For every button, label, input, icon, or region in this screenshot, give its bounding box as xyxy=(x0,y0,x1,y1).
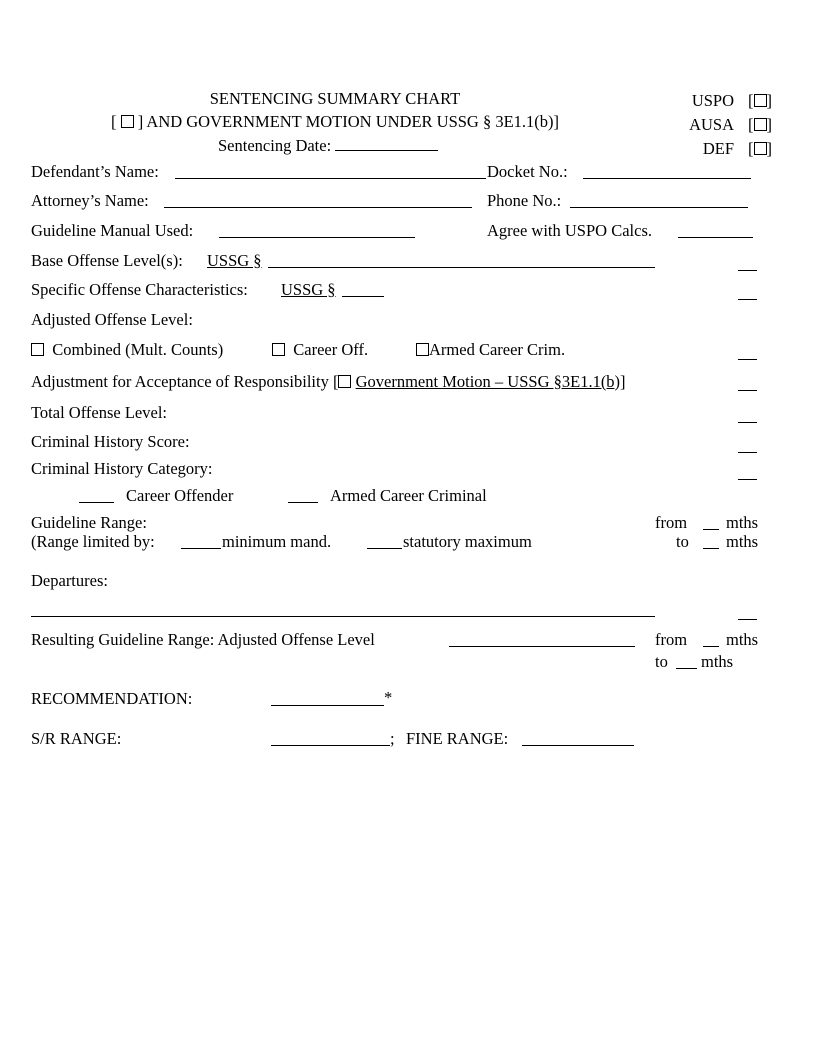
resulting-to-mths: mths xyxy=(701,652,734,671)
phone-no-label: Phone No.: xyxy=(487,191,562,210)
guideline-from-mths: mths xyxy=(726,513,759,532)
base-offense-ussg: USSG § xyxy=(207,251,262,270)
armed-career-criminal-blank[interactable] xyxy=(288,502,318,503)
agree-uspo-field[interactable] xyxy=(678,237,753,238)
sentencing-date-field[interactable] xyxy=(335,135,438,151)
copy-uspo-label: USPO xyxy=(691,91,734,110)
base-offense-field[interactable] xyxy=(268,267,655,268)
specific-offense-ussg: USSG § xyxy=(281,280,336,299)
sentencing-date-row xyxy=(218,135,438,156)
base-offense-label: Base Offense Level(s): xyxy=(31,251,183,270)
career-off-label: Career Off. xyxy=(293,340,369,359)
guideline-range-label: Guideline Range: xyxy=(31,513,147,532)
adjusted-offense-label: Adjusted Offense Level: xyxy=(31,310,193,329)
acceptance-label: Adjustment for Acceptance of Responsibility [ xyxy=(31,372,339,391)
criminal-history-score-blank[interactable] xyxy=(738,452,757,453)
sr-range-label: S/R RANGE: xyxy=(31,729,122,748)
departures-label: Departures: xyxy=(31,571,108,590)
guideline-manual-field[interactable] xyxy=(219,237,415,238)
total-offense-label: Total Offense Level: xyxy=(31,403,167,422)
def-box-icon xyxy=(754,142,767,155)
ausa-box-icon xyxy=(754,118,767,131)
career-offender-blank[interactable] xyxy=(79,502,114,503)
guideline-to-blank[interactable] xyxy=(703,548,719,549)
combined-label: Combined (Mult. Counts) xyxy=(52,340,224,359)
acceptance-motion-label: Government Motion – USSG §3E1.1(b)] xyxy=(355,372,626,391)
copy-uspo-checkbox[interactable]: [ ] xyxy=(748,91,772,110)
specific-offense-level-blank[interactable] xyxy=(738,299,757,300)
statutory-maximum-label: statutory maximum xyxy=(403,532,532,551)
defendant-name-label: Defendant’s Name: xyxy=(31,162,159,181)
resulting-from-label: from xyxy=(655,630,688,649)
criminal-history-score-label: Criminal History Score: xyxy=(31,432,190,451)
docket-no-field[interactable] xyxy=(583,178,751,179)
resulting-to-blank[interactable] xyxy=(676,668,697,669)
motion-subtitle: [ ] AND GOVERNMENT MOTION UNDER USSG § 3E1.1(b)] xyxy=(110,112,560,131)
criminal-history-category-blank[interactable] xyxy=(738,479,757,480)
adjusted-offense-level-blank[interactable] xyxy=(738,359,757,360)
guideline-from-label: from xyxy=(655,513,688,532)
career-off-option xyxy=(272,340,368,360)
career-offender-label: Career Offender xyxy=(126,486,234,505)
guideline-from-blank[interactable] xyxy=(703,529,719,530)
combined-checkbox[interactable] xyxy=(31,343,44,356)
fine-range-field[interactable] xyxy=(522,745,634,746)
copy-def-checkbox[interactable]: [ ] xyxy=(748,139,772,158)
attorney-name-field[interactable] xyxy=(164,207,472,208)
range-limited-label: (Range limited by: xyxy=(31,532,155,551)
minimum-mand-blank[interactable] xyxy=(181,548,221,549)
motion-checkbox[interactable] xyxy=(121,115,134,128)
agree-uspo-label: Agree with USPO Calcs. xyxy=(487,221,652,240)
recommendation-field[interactable] xyxy=(271,705,384,706)
acceptance-level-blank[interactable] xyxy=(738,390,757,391)
resulting-to-label: to xyxy=(655,652,668,671)
sentencing-date-label: Sentencing Date: xyxy=(218,136,332,155)
resulting-range-field[interactable] xyxy=(449,646,635,647)
armed-career-criminal-label: Armed Career Criminal xyxy=(330,486,487,505)
armed-career-option xyxy=(416,340,565,360)
specific-offense-field[interactable] xyxy=(342,296,384,297)
acceptance-checkbox[interactable] xyxy=(338,375,351,388)
copy-ausa-checkbox[interactable]: [ ] xyxy=(748,115,772,134)
copy-ausa-label: AUSA xyxy=(689,115,734,134)
sr-range-semicolon: ; xyxy=(390,729,395,748)
total-offense-level-blank[interactable] xyxy=(738,422,757,423)
minimum-mand-label: minimum mand. xyxy=(222,532,332,551)
docket-no-label: Docket No.: xyxy=(487,162,568,181)
fine-range-label: FINE RANGE: xyxy=(406,729,509,748)
phone-no-field[interactable] xyxy=(570,207,748,208)
armed-career-checkbox[interactable] xyxy=(416,343,429,356)
resulting-from-mths: mths xyxy=(726,630,759,649)
statutory-maximum-blank[interactable] xyxy=(367,548,402,549)
base-offense-level-blank[interactable] xyxy=(738,270,757,271)
guideline-to-mths: mths xyxy=(726,532,759,551)
defendant-name-field[interactable] xyxy=(175,178,486,179)
copy-def-label: DEF xyxy=(702,139,734,158)
sr-range-field[interactable] xyxy=(271,745,390,746)
resulting-from-blank[interactable] xyxy=(703,646,719,647)
page-title: SENTENCING SUMMARY CHART xyxy=(209,89,461,108)
specific-offense-label: Specific Offense Characteristics: xyxy=(31,280,248,299)
resulting-range-label: Resulting Guideline Range: Adjusted Offense Level xyxy=(31,630,375,649)
guideline-manual-label: Guideline Manual Used: xyxy=(31,221,194,240)
recommendation-label: RECOMMENDATION: xyxy=(31,689,193,708)
career-off-checkbox[interactable] xyxy=(272,343,285,356)
departures-level-blank[interactable] xyxy=(738,619,757,620)
guideline-to-label: to xyxy=(676,532,689,551)
uspo-box-icon xyxy=(754,94,767,107)
acceptance-row xyxy=(31,372,626,392)
armed-career-label: Armed Career Crim. xyxy=(429,340,566,359)
motion-subtitle-text: ] AND GOVERNMENT MOTION UNDER USSG § 3E1.1(b)] xyxy=(137,112,560,131)
recommendation-asterisk: * xyxy=(384,688,393,707)
attorney-name-label: Attorney’s Name: xyxy=(31,191,149,210)
criminal-history-category-label: Criminal History Category: xyxy=(31,459,213,478)
combined-option xyxy=(31,340,223,360)
departures-field[interactable] xyxy=(31,616,655,617)
